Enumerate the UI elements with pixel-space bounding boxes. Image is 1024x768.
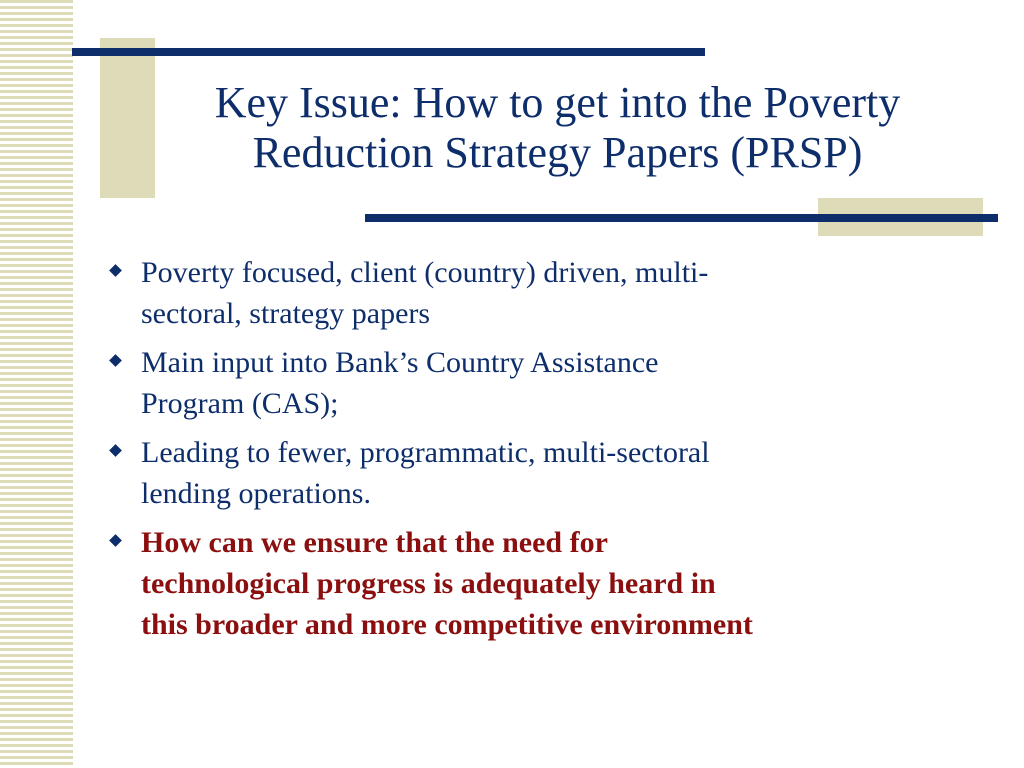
bullet-list [108, 252, 988, 653]
title-rule-top [72, 48, 705, 56]
title-rule-bottom [365, 214, 998, 222]
striped-sidebar-decoration [0, 0, 73, 768]
diamond-bullet-icon [109, 444, 122, 457]
bullet-item-2-line-1: Main input into Bank’s Country Assistance [141, 346, 659, 379]
bullet-item-3-line-2: lending operations. [141, 477, 371, 510]
bullet-item-4-emphasis [108, 522, 988, 645]
slide-title [95, 78, 1020, 178]
bullet-item-1 [108, 252, 988, 334]
diamond-bullet-icon [109, 534, 122, 547]
bullet-item-1-line-1: Poverty focused, client (country) driven, multi- [141, 256, 709, 289]
bullet-item-3 [108, 432, 988, 514]
bullet-item-4-line-3: this broader and more competitive environment [141, 608, 753, 641]
diamond-bullet-icon [109, 264, 122, 277]
bullet-item-2-line-2: Program (CAS); [141, 387, 339, 420]
bullet-item-3-line-1: Leading to fewer, programmatic, multi-sectoral [141, 436, 710, 469]
bullet-item-1-line-2: sectoral, strategy papers [141, 297, 431, 330]
bullet-item-4-line-1: How can we ensure that the need for [141, 526, 608, 559]
slide-title-line-2: Reduction Strategy Papers (PRSP) [252, 128, 863, 177]
bullet-item-4-line-2: technological progress is adequately heard in [141, 567, 716, 600]
diamond-bullet-icon [109, 354, 122, 367]
bullet-item-2 [108, 342, 988, 424]
slide-title-line-1: Key Issue: How to get into the Poverty [214, 78, 901, 127]
